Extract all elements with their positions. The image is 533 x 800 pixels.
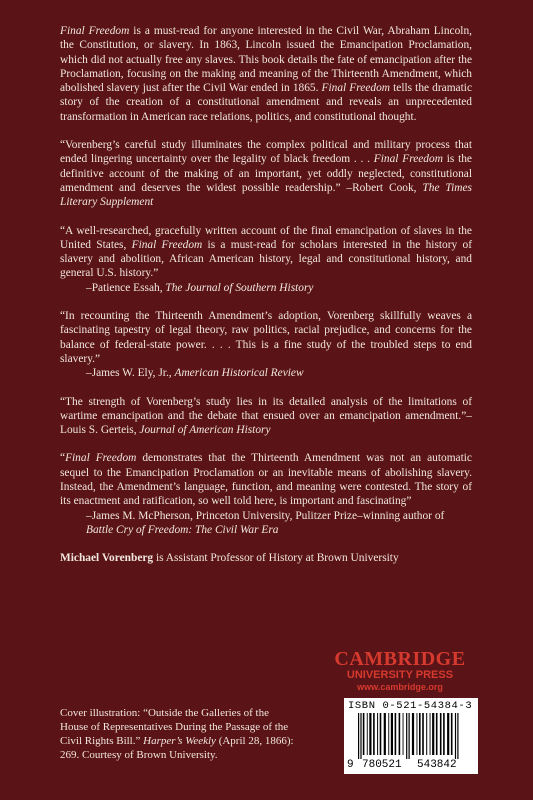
barcode-bar — [443, 713, 445, 755]
barcode-bar — [373, 713, 375, 755]
barcode-bar — [422, 713, 424, 755]
publisher-logo — [320, 649, 480, 693]
barcode-bar — [447, 713, 449, 755]
cover-credit — [60, 706, 296, 762]
quote-text: is a must-read for scholars interested in the history of slavery and abolition, African American history, legal and constitutional history, and general U.S. history.” — [60, 238, 472, 280]
quote-source: The Journal of Southern History — [165, 281, 314, 294]
barcode-bars — [350, 713, 472, 759]
quote-text: is the definitive account of the making of an important, yet oddly neglected, constitutional amendment and deserves the widest possible readership.” –Robert Cook, — [60, 153, 472, 194]
barcode-bar — [395, 713, 397, 755]
review-quote-5 — [60, 451, 472, 537]
quote-title: Final Freedom — [373, 153, 443, 166]
barcode-bar — [412, 713, 414, 755]
barcode-guard-bar — [455, 713, 456, 759]
back-cover-text — [60, 24, 472, 566]
review-quote-2 — [60, 224, 472, 295]
cover-credit-text: Cover illustration: “Outside the Galleries of the House of Representatives During the Passage of the Civil Rights Bill.” — [60, 707, 289, 747]
quote-title: Final Freedom — [131, 238, 203, 251]
barcode-guard-bar — [406, 713, 407, 759]
barcode-guard-bar — [358, 713, 359, 759]
barcode-bar — [440, 713, 442, 755]
quote-text: “In recounting the Thirteenth Amendment’s adoption, Vorenberg skillfully weaves a fascinating tapestry of legal theory, raw politics, racial prejudice, and concerns for the balance of federal-state power. . . . This is a fine study of the troubled steps to end slavery.” — [60, 310, 472, 365]
review-quote-1 — [60, 138, 472, 209]
publisher-name: CAMBRIDGE — [334, 648, 466, 670]
quote-source: The Times Literary Supplement — [60, 181, 472, 209]
blurb-title-2: Final Freedom — [321, 82, 391, 95]
quote-source: Journal of American History — [139, 424, 271, 437]
review-quote-3 — [60, 309, 472, 380]
quote-author: –Patience Essah, — [86, 281, 166, 294]
quote-text: “Vorenberg’s careful study illuminates the complex political and military process that ended lingering uncertainty over the legality of black freedom . . . — [60, 139, 472, 166]
quote-author: –James W. Ely, Jr., — [86, 367, 175, 380]
author-name: Michael Vorenberg — [60, 552, 154, 565]
barcode-bar — [451, 713, 453, 755]
barcode-guard-bar — [457, 713, 458, 759]
book-blurb — [60, 24, 472, 124]
blurb-text: is a must-read for anyone interested in the Civil War, Abraham Lincoln, the Constitution, or slavery. In 1863, Lincoln issued the Emancipation Proclamation, which did not actually free any slaves. This book details the fate of emancipation after the Proclamation, focusing on the making and meaning of the Thirteenth Amendment, which abolished slavery just after the Civil War ended in 1865. — [60, 25, 472, 95]
author-bio — [60, 551, 472, 565]
cover-credit-text: (April 28, 1866): 269. Courtesy of Brown University. — [60, 735, 294, 761]
barcode-bar — [391, 713, 393, 755]
barcode-bar — [388, 713, 389, 755]
barcode-guard-bar — [360, 713, 361, 759]
barcode-bar — [384, 713, 386, 755]
barcode-bar — [426, 713, 427, 755]
quote-text: “A well-researched, gracefully written account of the final emancipation of slaves in the United States, — [60, 224, 472, 251]
quote-attribution — [60, 366, 472, 380]
blurb-text-2: tells the dramatic story of the creation of a constitutional amendment and reveals an unprecedented transformation in American race relations, politics, and constitutional thought. — [60, 82, 472, 123]
review-quote-4 — [60, 395, 472, 438]
barcode-bar — [436, 713, 438, 755]
barcode-bar — [430, 713, 431, 755]
ean-left-digits: 780521 — [362, 759, 402, 771]
barcode-bar — [432, 713, 434, 755]
barcode-bar — [369, 713, 371, 755]
isbn-barcode — [344, 698, 478, 774]
quote-author: –James M. McPherson, Princeton University, Pulitzer Prize–winning author of — [86, 509, 445, 522]
barcode-bar — [367, 713, 368, 755]
quote-attribution — [60, 509, 472, 538]
ean-lead-digit: 9 — [347, 759, 354, 771]
barcode-bar — [377, 713, 378, 755]
barcode-bar — [417, 713, 418, 755]
quote-title: Final Freedom — [65, 452, 137, 465]
quote-text: demonstrates that the Thirteenth Amendment was not an automatic sequel to the Emancipation Proclamation or an inevitable means of abolishing slavery. Instead, the Amendment’s language, function, and meaning were contested. The story of its enactment and ratification, so well told here, is important and fascinating” — [60, 452, 472, 508]
publisher-press: UNIVERSITY PRESS — [346, 669, 454, 681]
cover-credit-source: Harper’s Weekly — [143, 735, 216, 747]
quote-source: Battle Cry of Freedom: The Civil War Era — [86, 523, 279, 536]
barcode-bar — [380, 713, 382, 755]
blurb-title: Final Freedom — [60, 25, 130, 37]
barcode-bar — [399, 713, 401, 755]
barcode-bar — [403, 713, 404, 755]
ean-right-digits: 543842 — [417, 759, 457, 771]
quote-text: “The strength of Vorenberg’s study lies in its detailed analysis of the limitations of wartime emancipation and the debate that ensued over an emancipation amendment.”–Louis S. Gerteis, — [60, 395, 472, 437]
quote-source: American Historical Review — [174, 367, 304, 380]
barcode-guard-bar — [409, 713, 410, 759]
barcode-bar — [363, 713, 365, 755]
open-quote: “ — [60, 452, 66, 465]
author-bio-text: is Assistant Professor of History at Brown University — [153, 552, 399, 565]
barcode-bar — [419, 713, 421, 755]
isbn-number: ISBN 0-521-54384-3 — [348, 700, 473, 712]
quote-attribution — [60, 281, 472, 295]
publisher-url: www.cambridge.org — [357, 682, 443, 692]
